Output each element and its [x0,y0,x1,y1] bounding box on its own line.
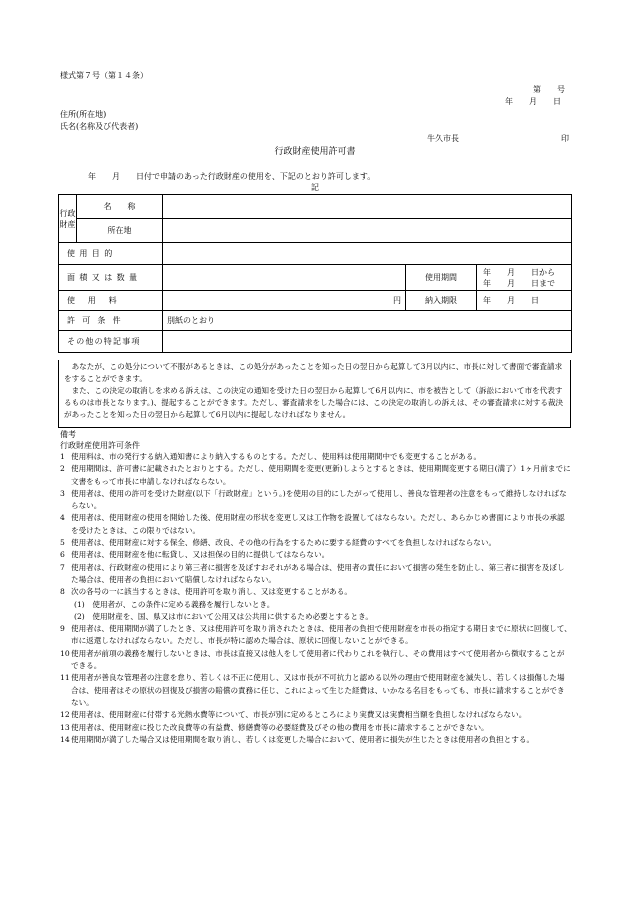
conditions-list [60,451,572,746]
document-number: 第 号 [533,85,565,94]
condition-item [60,586,572,598]
condition-item [60,734,572,746]
condition-number: 12 [60,710,70,720]
condition-text: 使用財産を、国、県又は市において公用又は公共用に供するため必要とするとき。 [92,611,374,621]
condition-number: 5 [60,538,65,548]
location-field-value [163,219,572,243]
row-other [59,331,572,353]
conditions-title: 行政財産使用許可条件 [60,441,140,450]
notice-paragraph-1: あなたが、この処分について不服があるときは、この処分があったことを知った日の翌日から起算して3月以内に、市長に対して書面で審査請求をすることができます。 [64,362,563,383]
condition-number: 1 [60,452,65,461]
row-conditions [59,311,572,331]
condition-number: 10 [60,648,70,658]
condition-text: 使用者は、使用財産に付帯する光熱水費等について、市長が別に定めるところにより実費又は実費相当額を負担しなければならない。 [71,710,527,720]
appeal-notice [58,360,571,428]
condition-item [60,623,572,648]
condition-text: 使用者は、使用財産に投じた改良費等の有益費、修繕費等の必要経費及びその他の費用を市長に請求することができない。 [71,722,489,732]
property-group-label: 行政財産 [59,195,77,243]
condition-text: 使用者は、使用財産を他に転貸し、又は担保の目的に提供してはならない。 [71,550,330,560]
name-field-label: 名 称 [77,195,163,219]
condition-number: (2) [74,611,93,621]
purpose-value [163,243,572,265]
condition-text: 次の各号の一に該当するときは、使用許可を取り消し、又は変更することがある。 [71,587,352,597]
condition-number: 13 [60,722,70,732]
period-label: 使用期間 [406,265,477,291]
condition-text: 使用者は、使用財産に対する保全、修繕、改良、その他の行為をするために要する経費のすべてを負担しなければならない。 [71,538,497,548]
location-field-label: 所在地 [77,219,163,243]
condition-item [60,611,572,623]
condition-item [60,549,572,561]
condition-number: 14 [60,734,70,744]
issuer-name: 牛久市長 [427,134,459,143]
issue-date: 年 月 日 [505,97,561,106]
form-number: 様式第７号（第１４条） [60,71,148,80]
condition-item [60,537,572,549]
due-value: 年 月 日 [477,291,572,311]
condition-text: 使用者は、使用の許可を受けた財産(以下「行政財産」という。)を使用の目的にしたがって使用し、善良な管理者の注意をもって維持しなければならない。 [71,488,567,511]
condition-number: 9 [60,624,65,634]
period-to: 年 月 日まで [483,278,555,288]
intro-text: 年 月 日付で申請のあった行政財産の使用を、下記のとおり許可します。 [88,172,376,181]
condition-item [60,599,572,611]
row-purpose [59,243,572,265]
conditions-label: 許可条件 [59,311,163,331]
condition-number: 7 [60,562,65,572]
due-label: 納入期限 [406,291,477,311]
condition-text: 使用者が善良な管理者の注意を怠り、若しくは不正に使用し、又は市長が不可抗力と認める以外の理由で使用財産を滅失し、若しくは損傷した場合は、使用者はその原状の回復及び損害の賠償の責務に任じ、これによって生じた経費は、いかなる名目をもっても、市長に請求することができない。 [71,673,565,707]
condition-text: 使用期間は、許可書に記載されたとおりとする。ただし、使用期間を変更(更新)しようとするときは、使用期間変更する期日(満了）1ヶ月前までに文書をもって市長に申請しなければならない。 [71,464,571,486]
period-from: 年 月 日から [483,267,555,277]
condition-number: (1) [74,599,93,609]
purpose-label: 使用目的 [59,243,163,265]
condition-number: 3 [60,488,65,498]
condition-text: 使用者は、使用期間が満了したとき、又は使用許可を取り消されたときは、使用者の負担で使用財産を市長の指定する期日までに原状に回復して、市に返還しなければならない。ただし、市長が特に認めた場合は、原状に回復しないことができる。 [71,624,572,646]
condition-number: 2 [60,464,65,474]
condition-item [60,488,572,513]
condition-item [60,463,572,488]
condition-number: 8 [60,587,65,597]
document-title: 行政財産使用許可書 [274,147,356,157]
permit-table [58,194,572,353]
condition-number: 6 [60,550,65,560]
row-location [59,219,572,243]
condition-item [60,648,572,673]
area-label: 面積又は数量 [59,265,163,291]
fee-yen: 円 [163,291,406,311]
other-value [163,331,572,353]
row-area [59,265,572,291]
condition-item [60,672,572,709]
condition-text: 使用者は、使用財産の使用を開始した後、使用財産の形状を変更し又は工作物を設置してはならない。ただし、あらかじめ書面により市長の承認を受けたときは、この限りではない。 [71,513,565,535]
address-label: 住所(所在地) [60,110,107,119]
condition-item [60,562,572,587]
other-label: その他の特記事項 [59,331,163,353]
condition-text: 使用期間が満了した場合又は使用期間を取り消し、若しくは変更した場合において、使用者に損失が生じたときは使用者の負担とする。 [71,734,535,744]
period-value [477,265,572,291]
ki-heading: 記 [311,183,319,192]
area-value [163,265,406,291]
row-fee [59,291,572,311]
condition-text: 使用者が前項の義務を履行しないときは、市長は直接又は他人をして使用者に代わりこれを執行し、その費用はすべて使用者から徴収することができる。 [71,648,565,671]
row-name [59,195,572,219]
condition-item [60,722,572,734]
condition-item [60,451,572,463]
condition-item [60,709,572,721]
seal-mark: 印 [561,134,569,143]
condition-number: 11 [60,673,70,683]
condition-text: 使用者は、行政財産の使用により第三者に損害を及ぼすおそれがある場合は、使用者の責任において損害の発生を防止し、第三者に損害を及ぼした場合は、使用者の負担において賠償しなければならない。 [71,562,565,584]
notice-paragraph-2: また、この決定の取消しを求める訴えは、この決定の通知を受けた日の翌日から起算して6月以内に、市を被告として（訴訟において市を代表するものは市長となります。)、提起することができます。ただし、審査請求をした場合には、この決定の取消しの訴えは、その審査請求に対する裁決があったことを知った日の翌日から起算して6月以内に提起しなければなりません。 [64,386,564,419]
conditions-value: 別紙のとおり [163,311,572,331]
condition-text: 使用料は、市の発行する納入通知書により納入するものとする。ただし、使用料は使用期間中でも変更することがある。 [71,452,482,461]
fee-label: 使用料 [59,291,163,311]
remarks-label: 備考 [60,430,76,439]
name-label: 氏名(名称及び代表者) [60,122,139,131]
condition-text: 使用者が、この条件に定める義務を履行しないとき。 [92,599,275,609]
condition-item [60,512,572,537]
condition-number: 4 [60,513,65,523]
name-field-value [163,195,572,219]
